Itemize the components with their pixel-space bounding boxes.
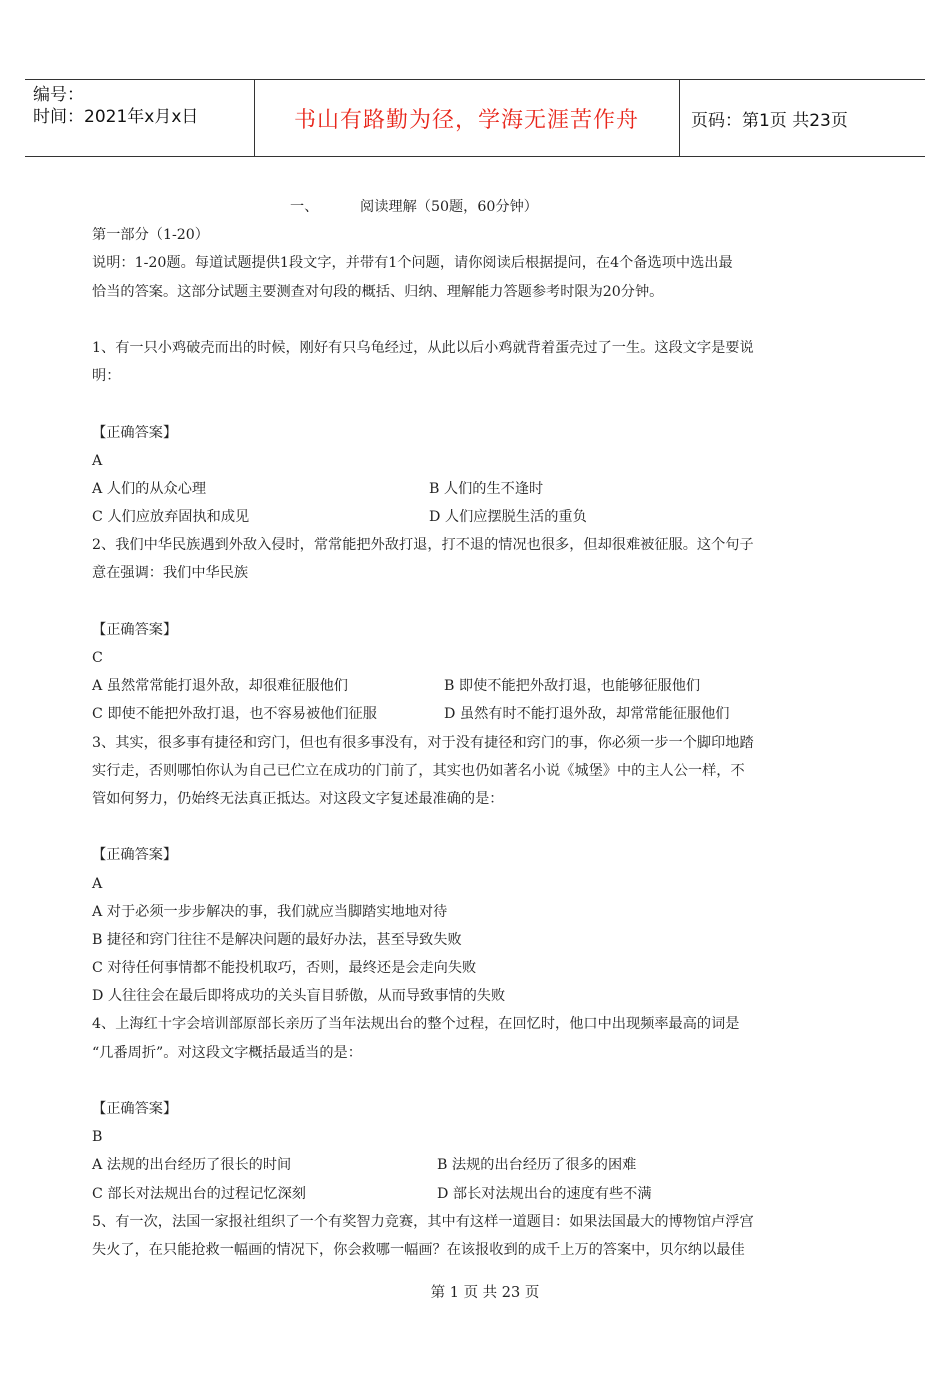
section-description-line: 说明：1-20题。每道试题提供1段文字，并带有1个问题，请你阅读后根据提问，在4个备选项中选出最 — [92, 255, 733, 272]
question-4-text: “几番周折”。对这段文字概括最适当的是： — [92, 1044, 362, 1061]
option-a: A 人们的从众心理 — [92, 480, 207, 497]
question-2-options-row — [92, 700, 862, 728]
option-b: B 法规的出台经历了很多的困难 — [437, 1157, 637, 1174]
question-1-text: 1、有一只小鸡破壳而出的时候，刚好有只乌龟经过，从此以后小鸡就背着蛋壳过了一生。这段文字是要说 — [92, 339, 754, 356]
question-4-answer: B — [92, 1129, 103, 1146]
option-a: A 虽然常常能打退外敌，却很难征服他们 — [92, 678, 348, 695]
document-time: 时间：2021年x月x日 — [33, 107, 199, 127]
option-d: D 虽然有时不能打退外敌，却常常能征服他们 — [444, 706, 730, 723]
document-body — [92, 193, 862, 1264]
question-4-text: 4、上海红十字会培训部原部长亲历了当年法规出台的整个过程，在回忆时，他口中出现频率最高的词是 — [92, 1016, 740, 1033]
question-1-options-row — [92, 475, 862, 503]
question-3-answer: A — [92, 875, 103, 892]
question-2-text: 意在强调：我们中华民族 — [92, 565, 249, 582]
page-header — [25, 79, 925, 157]
section-heading — [92, 193, 862, 221]
answer-label: 【正确答案】 — [92, 621, 178, 638]
question-3-text: 管如何努力，仍始终无法真正抵达。对这段文字复述最准确的是： — [92, 790, 504, 807]
question-3-text: 实行走，否则哪怕你认为自己已伫立在成功的门前了，其实也仍如著名小说《城堡》中的主人公一样，不 — [92, 762, 745, 779]
page-footer: 第 1 页 共 23 页 — [430, 1285, 540, 1301]
option-c: C 人们应放弃固执和成见 — [92, 509, 250, 526]
question-5-text: 失火了，在只能抢救一幅画的情况下，你会救哪一幅画？在该报收到的成千上万的答案中，贝尔纳以最佳 — [92, 1241, 745, 1258]
header-page-info: 页码：第1页 共23页 — [691, 110, 848, 131]
answer-label: 【正确答案】 — [92, 847, 178, 864]
option-c: C 对待任何事情都不能投机取巧，否则，最终还是会走向失败 — [92, 960, 477, 977]
question-2-options-row — [92, 672, 862, 700]
question-1-options-row — [92, 503, 862, 531]
option-b: B 即使不能把外敌打退，也能够征服他们 — [444, 678, 701, 695]
option-c: C 部长对法规出台的过程记忆深刻 — [92, 1185, 306, 1202]
option-d: D 人们应摆脱生活的重负 — [429, 509, 587, 526]
answer-label: 【正确答案】 — [92, 424, 178, 441]
question-1-text: 明： — [92, 368, 121, 385]
section-number: 一、 — [290, 199, 319, 215]
section-title: 阅读理解（50题，60分钟） — [360, 199, 538, 215]
option-c: C 即使不能把外敌打退，也不容易被他们征服 — [92, 706, 377, 723]
option-d: D 部长对法规出台的速度有些不满 — [437, 1185, 652, 1202]
question-5-text: 5、有一次，法国一家报社组织了一个有奖智力竞赛，其中有这样一道题目：如果法国最大的博物馆卢浮宫 — [92, 1213, 754, 1230]
header-divider-right — [679, 80, 680, 156]
option-b: B 人们的生不逢时 — [429, 480, 544, 497]
header-meta — [33, 84, 255, 128]
option-a: A 对于必须一步步解决的事，我们就应当脚踏实地地对待 — [92, 903, 448, 920]
header-motto: 书山有路勤为径，学海无涯苦作舟 — [293, 107, 639, 133]
answer-label: 【正确答案】 — [92, 1101, 178, 1117]
question-2-text: 2、我们中华民族遇到外敌入侵时，常常能把外敌打退，打不退的情况也很多，但却很难被征服。这个句子 — [92, 537, 754, 554]
question-4-options-row — [92, 1151, 862, 1179]
option-d: D 人往往会在最后即将成功的关头盲目骄傲，从而导致事情的失败 — [92, 988, 506, 1005]
document-number-label: 编号： — [33, 85, 84, 105]
question-1-answer: A — [92, 452, 103, 469]
question-2-answer: C — [92, 650, 103, 666]
option-b: B 捷径和窍门往往不是解决问题的最好办法，甚至导致失败 — [92, 931, 462, 948]
section-description-line: 恰当的答案。这部分试题主要测查对句段的概括、归纳、理解能力答题参考时限为20分钟。 — [92, 283, 664, 300]
question-3-text: 3、其实，很多事有捷径和窍门，但也有很多事没有，对于没有捷径和窍门的事，你必须一步一个脚印地踏 — [92, 734, 754, 751]
section-part: 第一部分（1-20） — [92, 227, 209, 244]
option-a: A 法规的出台经历了很长的时间 — [92, 1157, 292, 1174]
question-4-options-row — [92, 1180, 862, 1208]
